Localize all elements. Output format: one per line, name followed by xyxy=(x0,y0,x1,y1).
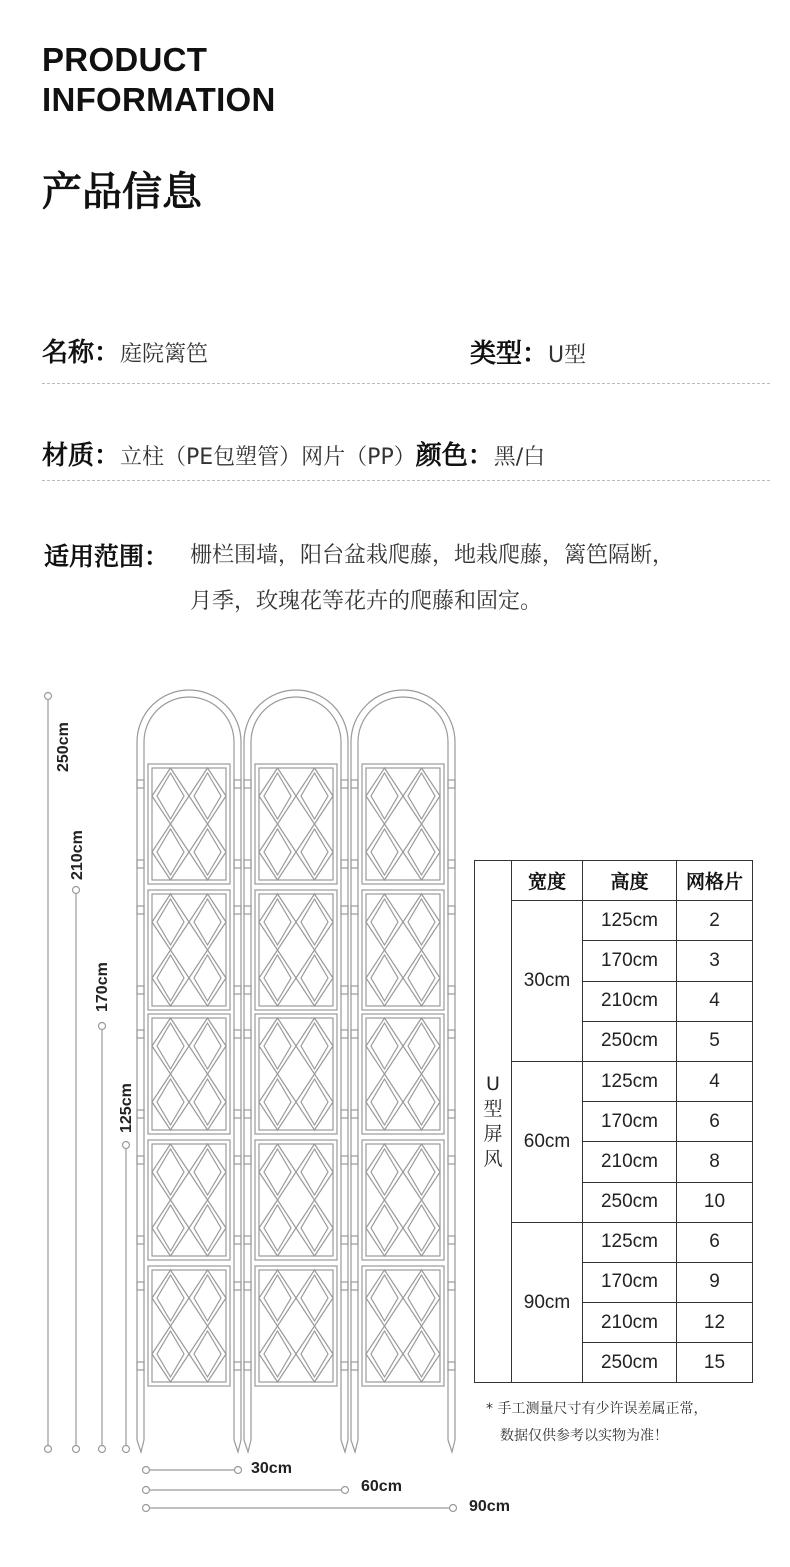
width-label-30: 30cm xyxy=(251,1460,292,1477)
table-row xyxy=(475,901,753,941)
count-cell: 8 xyxy=(677,1142,753,1182)
count-cell: 3 xyxy=(677,941,753,981)
name-key: 名称： xyxy=(42,338,121,368)
header-width: 宽度 xyxy=(512,861,583,901)
width-cell: 60cm xyxy=(512,1061,583,1222)
count-cell: 5 xyxy=(677,1021,753,1061)
lattice-panel xyxy=(351,1014,455,1134)
lattice-panel xyxy=(137,764,241,884)
count-cell: 6 xyxy=(677,1102,753,1142)
note-line-1: * 手工测量尺寸有少许误差属正常， xyxy=(486,1401,708,1417)
height-label-250: 250cm xyxy=(55,722,72,772)
count-cell: 2 xyxy=(677,901,753,941)
lattice-panel xyxy=(351,1140,455,1260)
type-key: 类型： xyxy=(470,339,549,369)
note-line-2: 数据仅供参考以实物为准！ xyxy=(500,1428,668,1444)
lattice-panel xyxy=(351,764,455,884)
width-cell: 30cm xyxy=(512,901,583,1062)
count-cell: 6 xyxy=(677,1222,753,1262)
lattice-panel xyxy=(351,1266,455,1386)
height-cell: 250cm xyxy=(583,1182,677,1222)
divider xyxy=(42,383,770,384)
height-cell: 125cm xyxy=(583,901,677,941)
lattice-panel xyxy=(351,890,455,1010)
header-grid-count: 网格片 xyxy=(677,861,753,901)
measurement-note xyxy=(486,1396,707,1450)
lattice-panel xyxy=(137,1266,241,1386)
scope-key: 适用范围： xyxy=(44,542,170,571)
height-cell: 210cm xyxy=(583,981,677,1021)
count-cell: 15 xyxy=(677,1343,753,1383)
material-row xyxy=(42,435,545,472)
color-key: 颜色： xyxy=(415,441,494,471)
height-cell: 210cm xyxy=(583,1142,677,1182)
type-row xyxy=(470,333,586,370)
fence-panel-1 xyxy=(137,690,241,1452)
material-key: 材质： xyxy=(42,441,121,471)
material-value: 立柱（PE包塑管）网片（PP） xyxy=(120,445,416,470)
fence-panel-2 xyxy=(244,690,348,1452)
height-cell: 125cm xyxy=(583,1061,677,1101)
height-cell: 170cm xyxy=(583,941,677,981)
height-label-170: 170cm xyxy=(94,962,111,1012)
lattice-panel xyxy=(244,1014,348,1134)
page-title-cn: 产品信息 xyxy=(42,169,202,215)
lattice-panel xyxy=(137,1014,241,1134)
lattice-panel xyxy=(137,1140,241,1260)
title-en-line1: PRODUCT xyxy=(42,41,208,78)
table-side-label: U 型 屏 风 xyxy=(475,861,512,1383)
height-cell: 210cm xyxy=(583,1303,677,1343)
scope-line-2: 月季，玫瑰花等花卉的爬藤和固定。 xyxy=(190,589,543,614)
table-row xyxy=(475,1061,753,1101)
count-cell: 9 xyxy=(677,1262,753,1302)
height-cell: 125cm xyxy=(583,1222,677,1262)
name-value: 庭院篱笆 xyxy=(120,342,209,367)
divider xyxy=(42,480,770,481)
fence-illustration xyxy=(0,670,470,1540)
name-row xyxy=(42,332,208,369)
color-value: 黑/白 xyxy=(493,445,546,470)
width-cell: 90cm xyxy=(512,1222,583,1383)
count-cell: 4 xyxy=(677,981,753,1021)
count-cell: 10 xyxy=(677,1182,753,1222)
header-height: 高度 xyxy=(583,861,677,901)
height-cell: 250cm xyxy=(583,1343,677,1383)
scope-line-1: 栅栏围墙，阳台盆栽爬藤，地栽爬藤，篱笆隔断， xyxy=(190,543,675,568)
height-cell: 250cm xyxy=(583,1021,677,1061)
fence-panel-3 xyxy=(351,690,455,1452)
lattice-panel xyxy=(244,1140,348,1260)
height-label-125: 125cm xyxy=(118,1083,135,1133)
count-cell: 12 xyxy=(677,1303,753,1343)
width-label-90: 90cm xyxy=(469,1498,510,1515)
type-value: U型 xyxy=(548,343,587,368)
height-label-210: 210cm xyxy=(69,830,86,880)
lattice-panel xyxy=(244,764,348,884)
table-row xyxy=(475,1222,753,1262)
lattice-panel xyxy=(244,1266,348,1386)
spec-table xyxy=(474,860,753,1383)
table-header-row xyxy=(475,861,753,901)
lattice-panel xyxy=(244,890,348,1010)
height-cell: 170cm xyxy=(583,1262,677,1302)
width-label-60: 60cm xyxy=(361,1478,402,1495)
lattice-panel xyxy=(137,890,241,1010)
page-title-en xyxy=(42,40,276,120)
count-cell: 4 xyxy=(677,1061,753,1101)
title-en-line2: INFORMATION xyxy=(42,81,276,118)
height-cell: 170cm xyxy=(583,1102,677,1142)
